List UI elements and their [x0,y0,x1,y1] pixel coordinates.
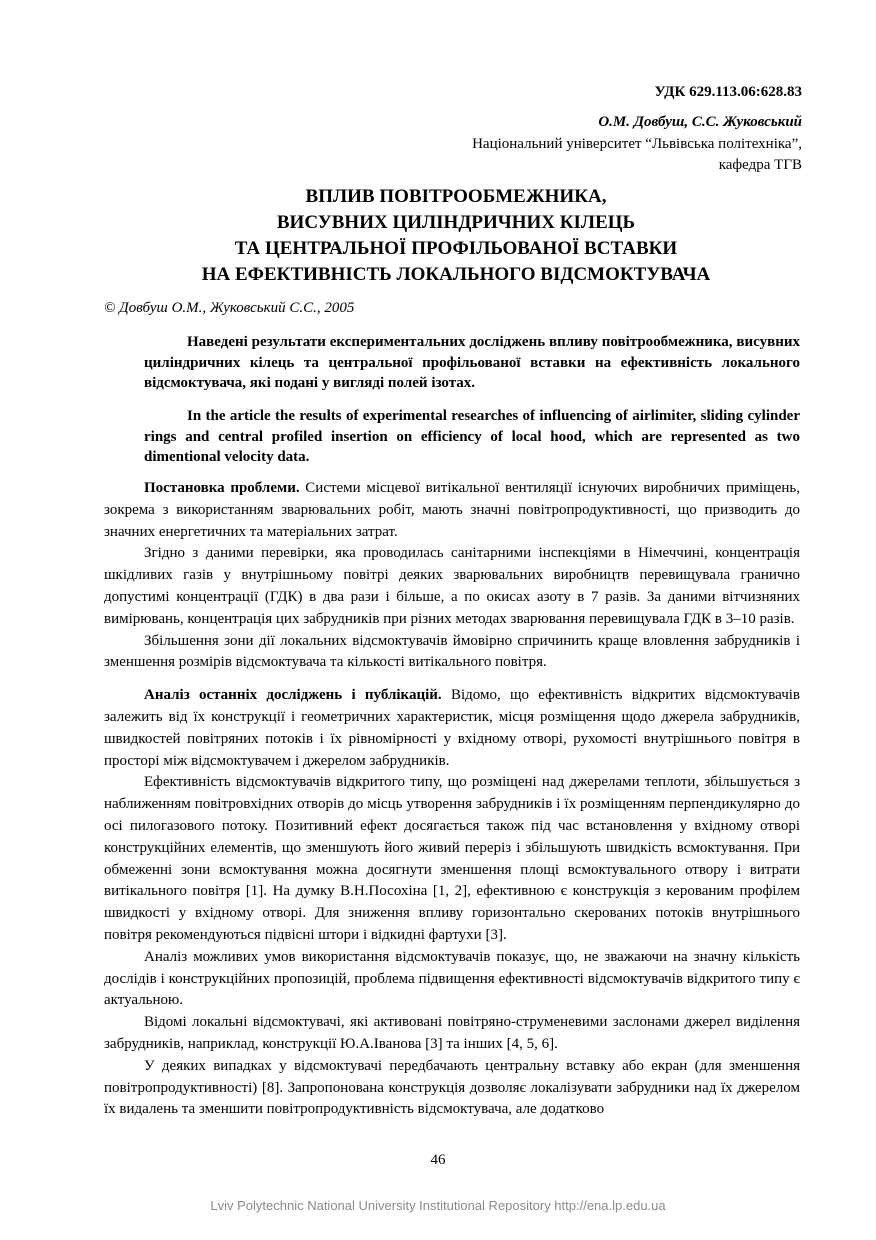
title-line: ВИСУВНИХ ЦИЛІНДРИЧНИХ КІЛЕЦЬ [276,212,636,233]
title-line: ТА ЦЕНТРАЛЬНОЇ ПРОФІЛЬОВАНОЇ ВСТАВКИ [234,238,678,259]
title-line: НА ЕФЕКТИВНІСТЬ ЛОКАЛЬНОГО ВІДСМОКТУВАЧА [201,264,711,285]
paragraph: Ефективність відсмоктувачів відкритого типу, що розміщені над джерелами теплоти, збільшується з наближенням повітровхідних отворів до місць утворення забрудників і їх розміщенням перпендикулярно до осі пилогазового потоку. Позитивний ефект досягається також під час встановлення у вхідному отворі конструкційних елементів, що зменшують його живий переріз і збільшують швидкість всмоктування. При обмеженні зони всмоктування можна досягнути зменшення площі всмоктувального отвору і витрати витікального повітря [1]. На думку В.Н.Посохіна [1, 2], ефективною є конструкція з керованим профілем швидкості у вхідному отворі. Для зниження впливу горизонтально скерованих потоків внутрішнього повітря рекомендуються підвісні штори і відкидні фартухи [3]. [104,774,800,943]
repository-footer: Lviv Polytechnic National University Institutional Repository http://ena.lp.edu.ua [210,1198,666,1213]
paragraph-text: Відомо, що ефективність відкритих відсмоктувачів залежить від їх конструкції і геометричних характеристик, місця розміщення щодо джерела забрудників, швидкостей повітряних потоків і їх рівномірності у вхідному отворі, рухомості внутрішнього повітря в просторі між відсмоктувачем і джерелом забрудників. [104,687,800,769]
article-body [104,478,800,1121]
affiliation-department: кафедра ТГВ [718,157,802,173]
article-title [100,184,812,288]
paragraph-literature-review [104,685,800,772]
title-line: ВПЛИВ ПОВІТРООБМЕЖНИКА, [305,186,607,207]
paragraph-problem-statement [104,478,800,543]
abstract-ukrainian: Наведені результати експериментальних досліджень впливу повітрообмежника, висувних циліндричних кілець та центральної профільованої вставки на ефективність локального відсмоктувача, які подані у вигляді полей ізотах. [144,334,800,391]
abstract-english: In the article the results of experimental researches of influencing of airlimiter, sliding cylinder rings and central profiled insertion on efficiency of local hood, which are represented as two dimentional velocity data. [144,408,800,465]
paragraph: У деяких випадках у відсмоктувачі передбачають центральну вставку або екран (для зменшення повітропродуктивності) [8]. Запропонована конструкція дозволяє локалізувати забрудники над їх джерелом їх видалень та зменшити повітропродуктивність відсмоктувача, але додатково [104,1057,800,1118]
section-heading-problem: Постановка проблеми. [144,480,300,496]
paragraph: Згідно з даними перевірки, яка проводилась санітарними інспекціями в Німеччині, концентрація шкідливих газів у внутрішньому повітрі деяких зварювальних виробництв перевищувала гранично допустимі концентрації (ГДК) в два рази і більше, а по окисах азоту в 7 разів. За даними вітчизняних вимірювань, концентрація цих забрудників при різних методах зварювання перевищувала ГДК в 3–10 разів. [104,545,800,627]
copyright-notice: © Довбуш О.М., Жуковський С.С., 2005 [104,300,355,316]
udc-code: УДК 629.113.06:628.83 [654,84,802,100]
paragraph: Збільшення зони дії локальних відсмоктувачів ймовірно спричинить краще вловлення забрудників і зменшення розмірів відсмоктувача та кількості витікального повітря. [104,632,800,671]
paragraph: Аналіз можливих умов використання відсмоктувачів показує, що, не зважаючи на значну кількість дослідів і конструкційних пропозицій, проблема підвищення ефективності відсмоктувачів відкритого типу є актуальною. [104,948,800,1009]
paragraph: Відомі локальні відсмоктувачі, які активовані повітряно-струменевими заслонами джерел виділення забрудників, наприклад, конструкції Ю.А.Іванова [3] та інших [4, 5, 6]. [104,1014,800,1052]
affiliation [472,134,802,176]
page-number: 46 [430,1152,446,1168]
affiliation-university: Національний університет “Львівська політехніка”, [472,136,802,152]
paragraph-text: Системи місцевої витікальної вентиляції існуючих виробничих приміщень, зокрема з використанням зварювальних робіт, мають значні повітропродуктивності, що призводить до значних енергетичних та матеріальних затрат. [104,480,800,540]
section-heading-review: Аналіз останніх досліджень і публікацій. [144,687,442,704]
authors: О.М. Довбуш, С.С. Жуковський [598,114,802,130]
